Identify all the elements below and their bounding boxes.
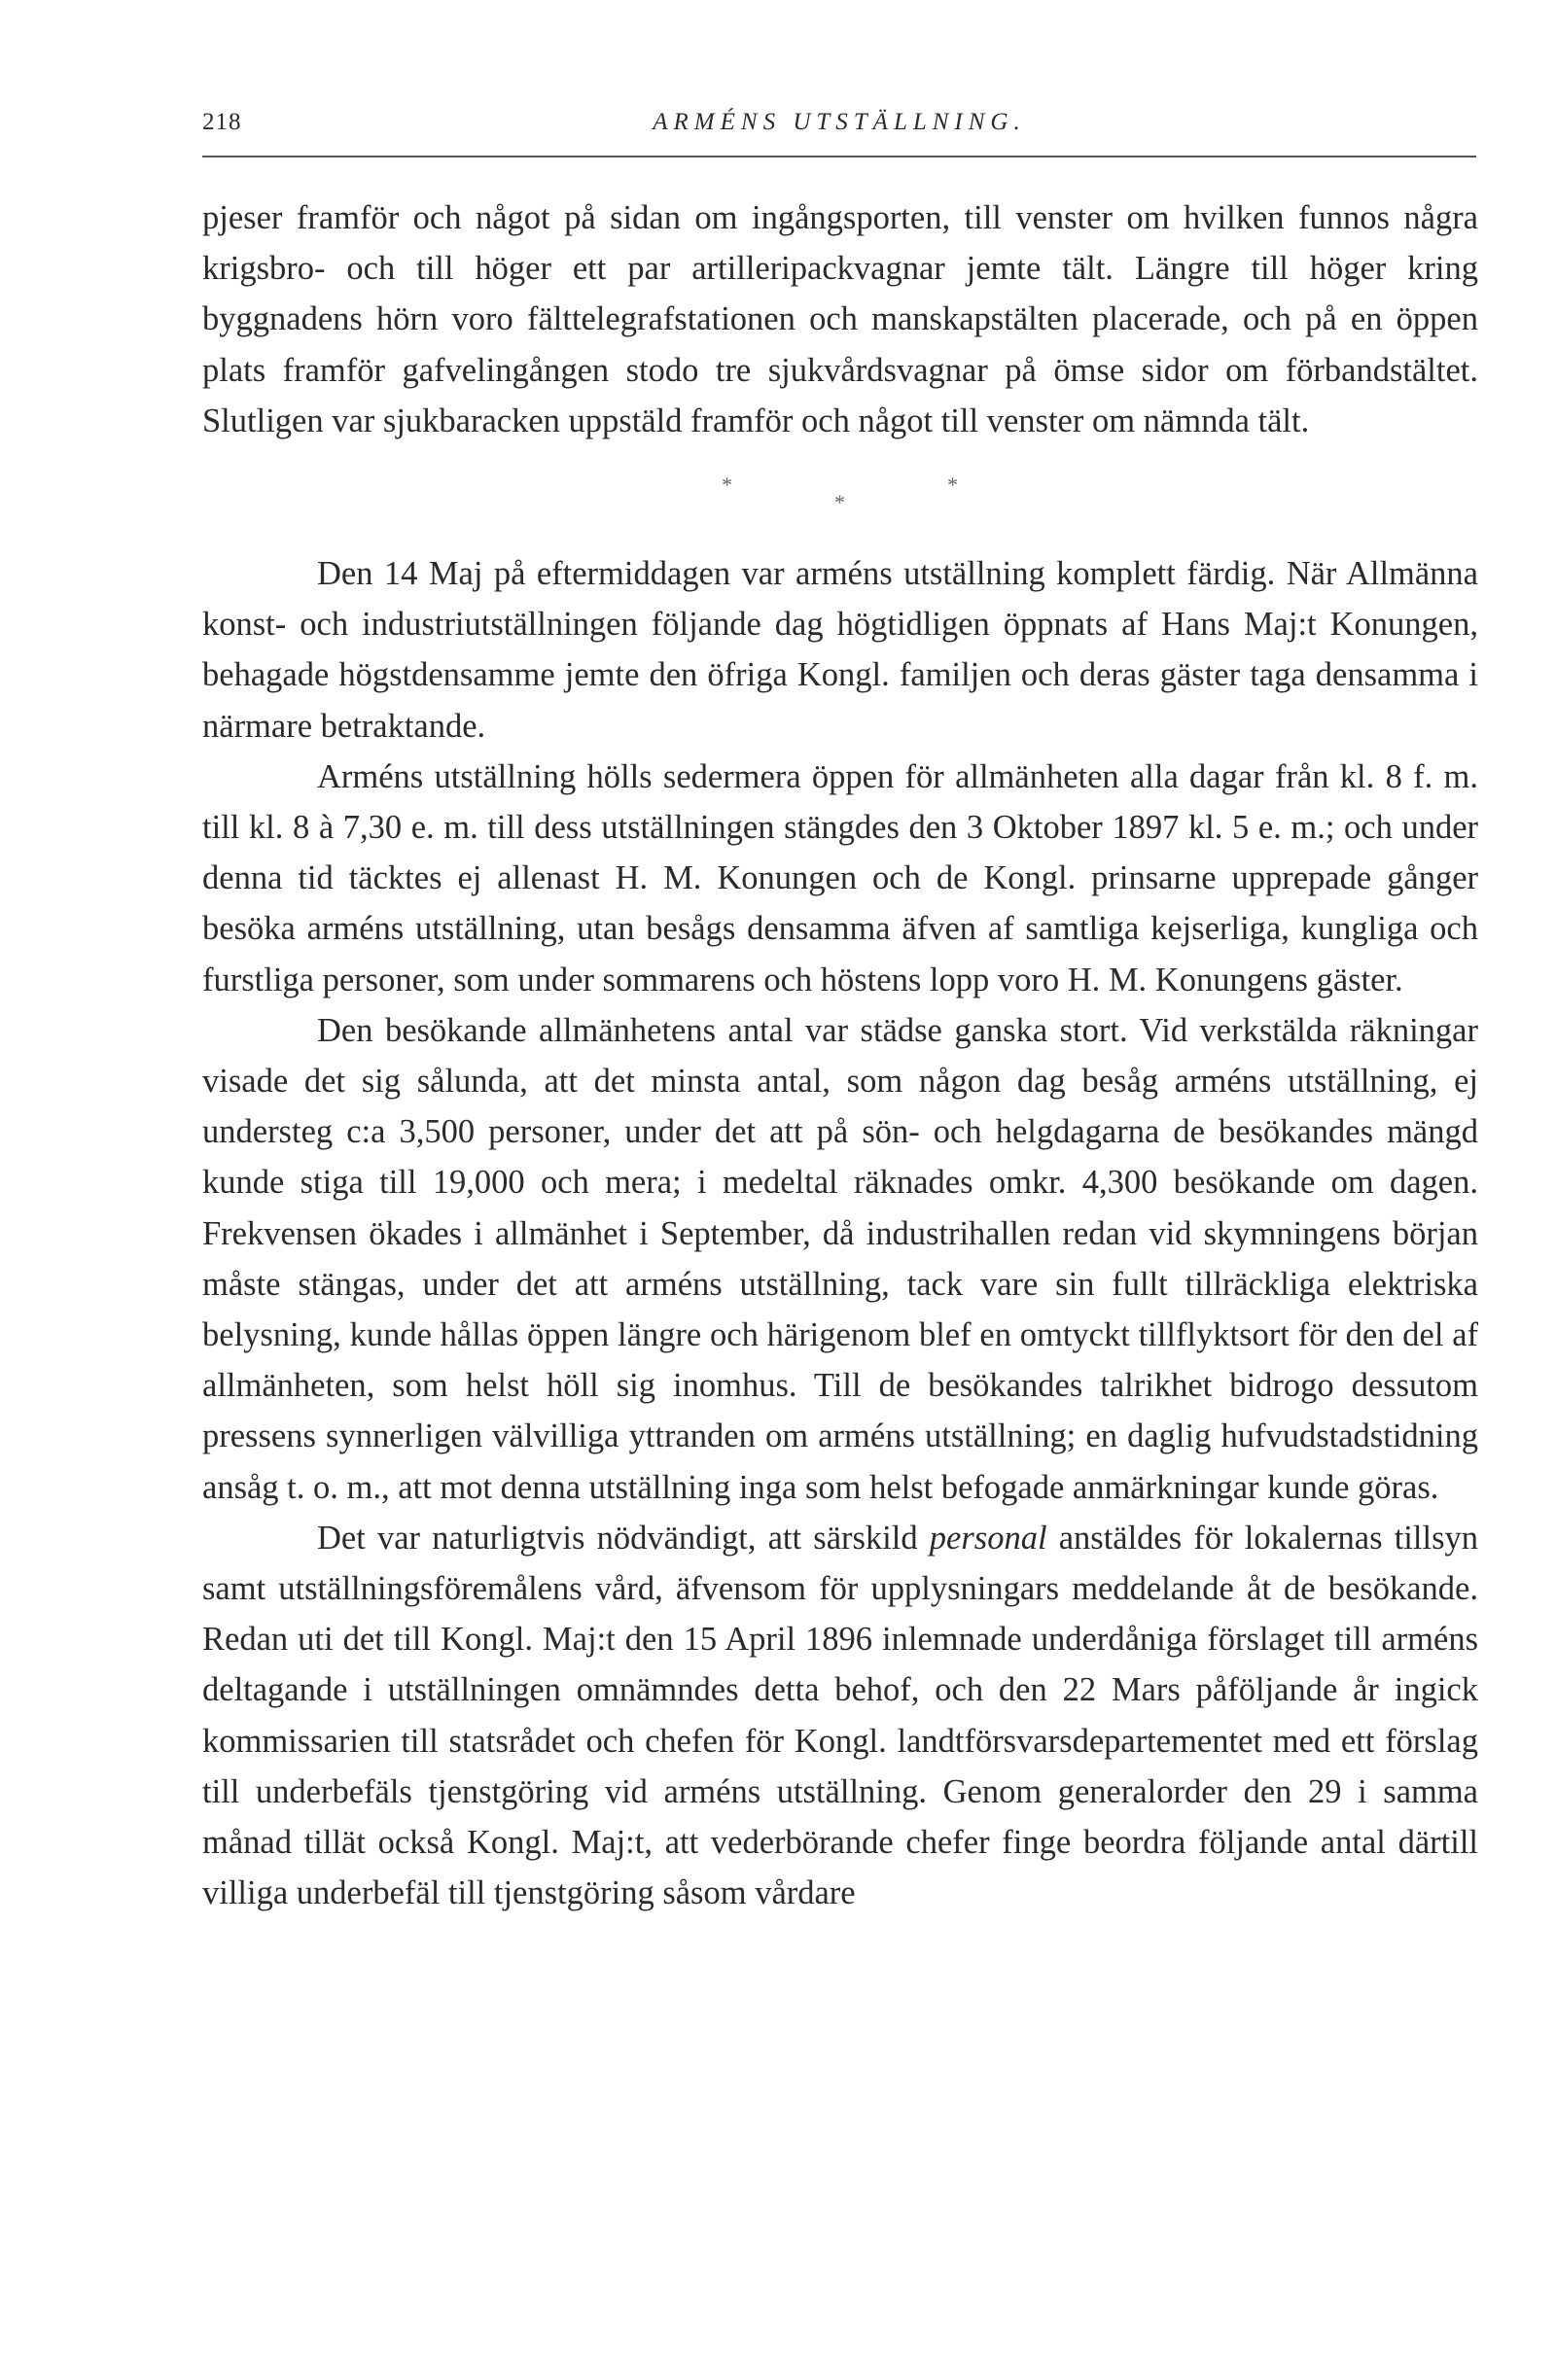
asterisk: * <box>722 472 732 498</box>
asterisk: * <box>834 490 845 515</box>
italic-word-personal: personal <box>929 1519 1047 1557</box>
paragraph-5 <box>202 1513 1478 1919</box>
paragraph-1: pjeser framför och något på sidan om ingångsporten, till venster om hvilken funnos några krigsbro- och till höger ett par artilleripackvagnar jemte tält. Längre till höger kring byggnadens hörn voro fälttelegrafstationen och manskapstälten placerade, och på en öppen plats framför gafvelingången stodo tre sjukvårdsvagnar på ömse sidor om förbandstältet. Slutligen var sjukbaracken uppstäld framför och något till venster om nämnda tält. <box>202 199 1478 439</box>
asterisk: * <box>947 472 958 498</box>
header-rule <box>202 156 1476 158</box>
section-break-asterisks <box>202 446 1478 548</box>
paragraph-2: Den 14 Maj på eftermiddagen var arméns utställning komplett färdig. När Allmänna konst- och industriutställningen följande dag högtidligen öppnats af Hans Maj:t Konungen, behagade högstdensamme jemte den öfriga Kongl. familjen och deras gäster taga densamma i närmare betraktande. <box>202 555 1478 745</box>
paragraph-5-text-start: Det var naturligtvis nödvändigt, att särskild <box>317 1519 930 1557</box>
page-number: 218 <box>202 109 242 135</box>
body-text <box>202 192 1478 1919</box>
paragraph-5-text-end: anstäldes för lokalernas tillsyn samt utställningsföremålens vård, äfvensom för upplysningars meddelande åt de besökande. Redan uti det till Kongl. Maj:t den 15 April 1896 inlemnade underdåniga förslaget till arméns deltagande i utställningen omnämndes detta behof, och den 22 Mars påföljande år ingick kommissarien till statsrådet och chefen för Kongl. landtförsvarsdepartementet med ett förslag till underbefäls tjenstgöring vid arméns utställning. Genom generalorder den 29 i samma månad tillät också Kongl. Maj:t, att vederbörande chefer finge beordra följande antal därtill villiga underbefäl till tjenstgöring såsom vårdare <box>202 1519 1478 1912</box>
page-header <box>202 109 1476 158</box>
running-title: ARMÉNS UTSTÄLLNING. <box>653 109 1026 135</box>
paragraph-4: Den besökande allmänhetens antal var städse ganska stort. Vid verkstälda räkningar visade det sig sålunda, att det minsta antal, som någon dag besåg arméns utställning, ej understeg c:a 3,500 personer, under det att på sön- och helgdagarna de besökandes mängd kunde stiga till 19,000 och mera; i medeltal räknades omkr. 4,300 besökande om dagen. Frekvensen ökades i allmänhet i September, då industrihallen redan vid skymningens början måste stängas, under det att arméns utställning, tack vare sin fullt tillräckliga elektriska belysning, kunde hållas öppen längre och härigenom blef en omtyckt tillflyktsort för den del af allmänheten, som helst höll sig inomhus. Till de besökandes talrikhet bidrogo dessutom pressens synnerligen välvilliga yttranden om arméns utställning; en daglig hufvudstadstidning ansåg t. o. m., att mot denna utställning inga som helst befogade anmärkningar kunde göras. <box>202 1011 1478 1506</box>
paragraph-3: Arméns utställning hölls sedermera öppen för allmänheten alla dagar från kl. 8 f. m. till kl. 8 à 7,30 e. m. till dess utställningen stängdes den 3 Oktober 1897 kl. 5 e. m.; och under denna tid täcktes ej allenast H. M. Konungen och de Kongl. prinsarne upprepade gånger besöka arméns utställning, utan besågs densamma äfven af samtliga kejserliga, kungliga och furstliga personer, som under sommarens och höstens lopp voro H. M. Konungens gäster. <box>202 757 1478 998</box>
